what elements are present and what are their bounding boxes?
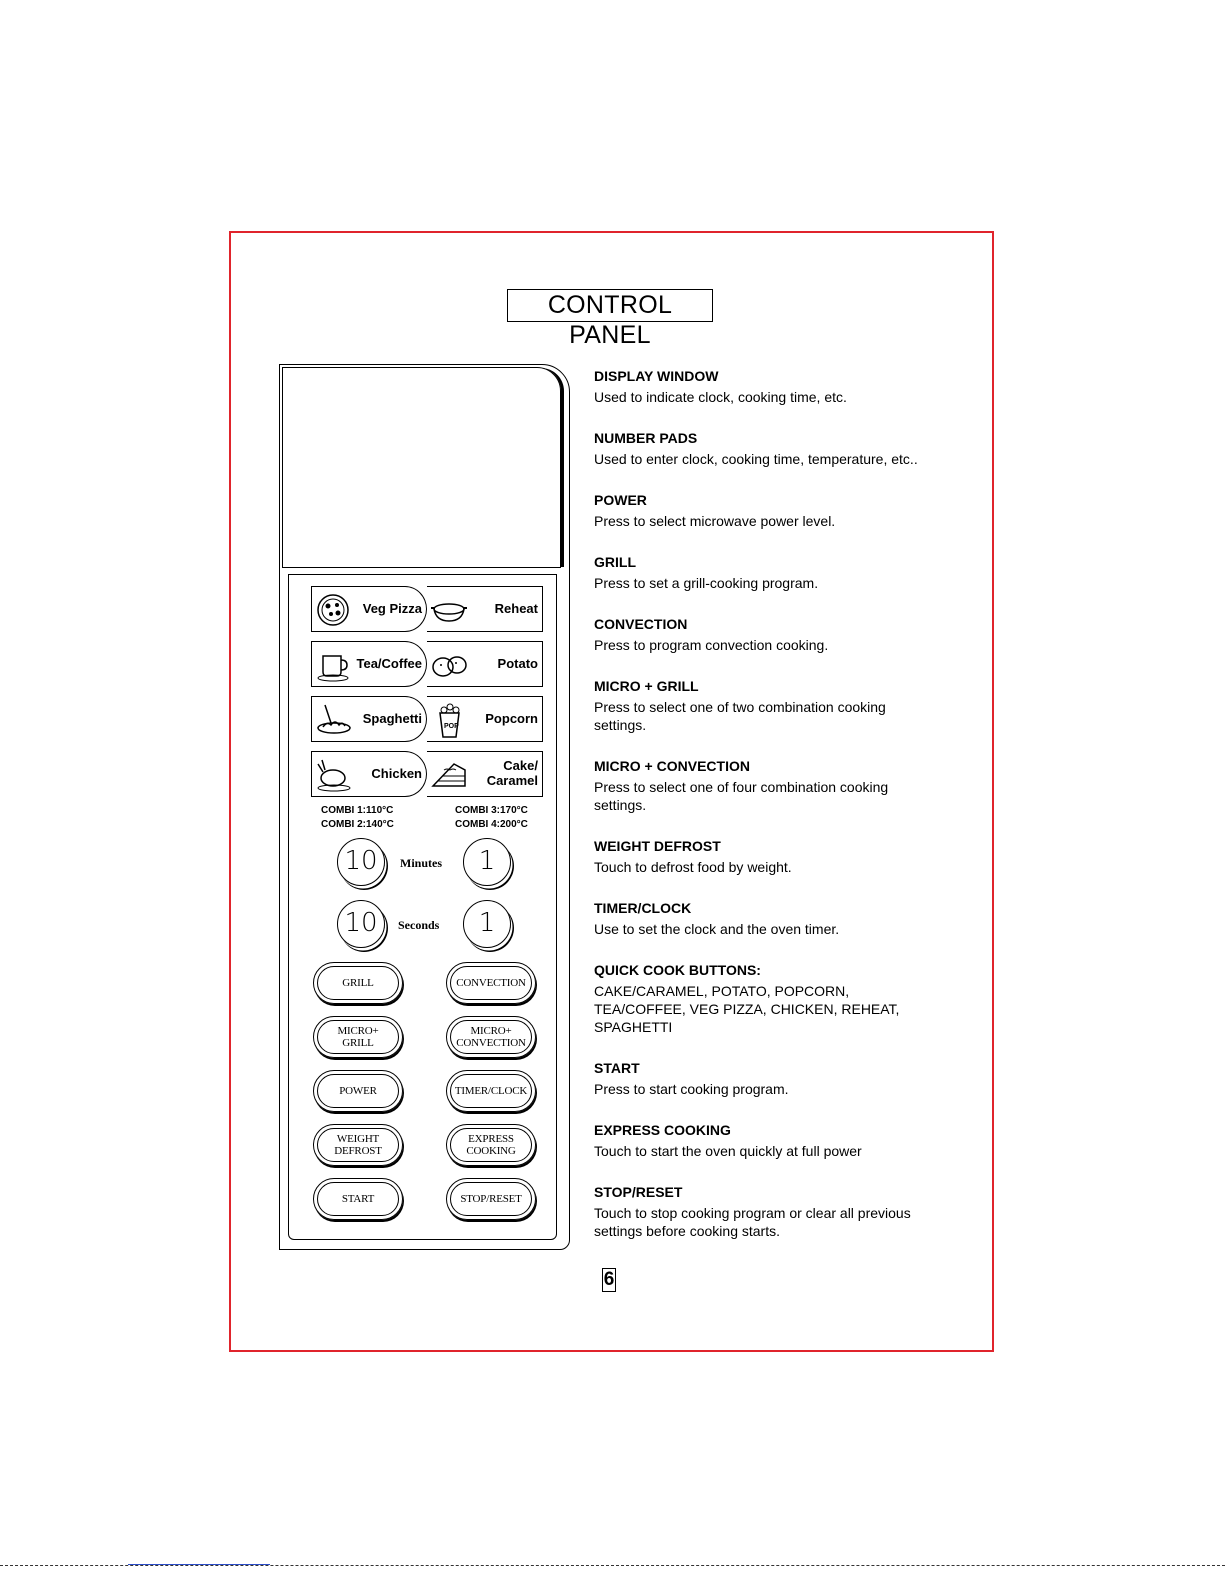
description-power (594, 491, 974, 530)
quick-cook-veg-pizza[interactable] (311, 586, 427, 632)
page-title: CONTROL PANEL (507, 289, 713, 322)
description-text: Touch to start the oven quickly at full power (594, 1143, 862, 1159)
description-express-cooking (594, 1121, 974, 1160)
description-text: Touch to defrost food by weight. (594, 859, 792, 875)
bottom-divider (0, 1565, 1225, 1566)
seconds-label: Seconds (398, 918, 440, 932)
quick-cook-tea-coffee[interactable] (311, 641, 427, 687)
description-number-pads (594, 429, 974, 468)
quick-cook-label: Chicken (371, 766, 422, 781)
seconds-ten-pad[interactable]: 10 (337, 900, 385, 948)
quick-cook-popcorn[interactable] (427, 696, 543, 742)
description-heading: STOP/RESET (594, 1184, 683, 1200)
description-text: Used to indicate clock, cooking time, etc. (594, 389, 847, 405)
convection-button[interactable]: CONVECTION (446, 962, 536, 1004)
description-heading: TIMER/CLOCK (594, 900, 692, 916)
description-text: Press to select microwave power level. (594, 513, 836, 529)
description-text: Press to set a grill-cooking program. (594, 575, 819, 591)
description-micro-convection (594, 757, 974, 814)
potato-icon (430, 646, 468, 684)
combi-label-right: COMBI 3:170°C COMBI 4:200°C (455, 805, 528, 830)
description-heading: QUICK COOK BUTTONS: (594, 962, 761, 978)
description-text: Touch to stop cooking program or clear all previous settings before cooking starts. (594, 1205, 911, 1239)
description-heading: EXPRESS COOKING (594, 1122, 731, 1138)
micro-grill-button[interactable]: MICRO+ GRILL (313, 1016, 403, 1058)
quick-cook-label: Spaghetti (362, 711, 422, 726)
description-text: CAKE/CARAMEL, POTATO, POPCORN, TEA/COFFEE, VEG PIZZA, CHICKEN, REHEAT, SPAGHETTI (594, 983, 900, 1035)
quick-cook-chicken[interactable] (311, 751, 427, 797)
description-heading: NUMBER PADS (594, 430, 698, 446)
quick-cook-label: Potato (497, 656, 538, 671)
pizza-icon (315, 591, 353, 629)
quick-cook-potato[interactable] (427, 641, 543, 687)
power-button[interactable]: POWER (313, 1070, 403, 1112)
seconds-one-pad[interactable]: 1 (463, 900, 511, 948)
quick-cook-reheat[interactable] (427, 586, 543, 632)
description-text: Press to select one of two combination cooking settings. (594, 699, 886, 733)
quick-cook-spaghetti[interactable] (311, 696, 427, 742)
description-display-window (594, 367, 974, 406)
description-weight-defrost (594, 837, 974, 876)
spaghetti-icon (315, 701, 353, 739)
bottom-link-underline (128, 1564, 270, 1565)
page-number: 6 (603, 1269, 615, 1290)
description-text: Press to start cooking program. (594, 1081, 789, 1097)
description-micro-grill (594, 677, 974, 734)
popcorn-icon (430, 701, 468, 739)
description-heading: WEIGHT DEFROST (594, 838, 721, 854)
description-text: Press to program convection cooking. (594, 637, 829, 653)
description-text: Used to enter clock, cooking time, temperature, etc.. (594, 451, 918, 467)
start-button[interactable]: START (313, 1178, 403, 1220)
description-quick-cook (594, 961, 974, 1036)
description-start (594, 1059, 974, 1098)
description-heading: MICRO + GRILL (594, 678, 699, 694)
description-heading: CONVECTION (594, 616, 688, 632)
cake-icon (430, 756, 468, 794)
description-heading: START (594, 1060, 640, 1076)
combi-label-left: COMBI 1:110°C COMBI 2:140°C (321, 805, 394, 830)
description-heading: POWER (594, 492, 647, 508)
quick-cook-label: Reheat (494, 601, 538, 616)
display-window (282, 367, 561, 568)
minutes-label: Minutes (400, 856, 442, 870)
quick-cook-label: Cake/ Caramel (486, 758, 538, 788)
quick-cook-label: Veg Pizza (362, 601, 422, 616)
chicken-icon (315, 756, 353, 794)
express-cooking-button[interactable]: EXPRESS COOKING (446, 1124, 536, 1166)
quick-cook-label: Tea/Coffee (356, 656, 422, 671)
description-heading: GRILL (594, 554, 636, 570)
stop-reset-button[interactable]: STOP/RESET (446, 1178, 536, 1220)
description-heading: MICRO + CONVECTION (594, 758, 750, 774)
minutes-ten-pad[interactable]: 10 (337, 838, 385, 886)
description-heading: DISPLAY WINDOW (594, 368, 719, 384)
quick-cook-cake-caramel[interactable] (427, 751, 543, 797)
description-text: Press to select one of four combination cooking settings. (594, 779, 889, 813)
description-convection (594, 615, 974, 654)
pan-icon (430, 591, 468, 629)
grill-button[interactable]: GRILL (313, 962, 403, 1004)
description-text: Use to set the clock and the oven timer. (594, 921, 840, 937)
svg-text:POP: POP (444, 723, 459, 730)
description-stop-reset (594, 1183, 974, 1240)
cup-icon (315, 646, 353, 684)
description-timer-clock (594, 899, 974, 938)
minutes-one-pad[interactable]: 1 (463, 838, 511, 886)
micro-convection-button[interactable]: MICRO+ CONVECTION (446, 1016, 536, 1058)
quick-cook-label: Popcorn (485, 711, 538, 726)
description-grill (594, 553, 974, 592)
weight-defrost-button[interactable]: WEIGHT DEFROST (313, 1124, 403, 1166)
timer-clock-button[interactable]: TIMER/CLOCK (446, 1070, 536, 1112)
